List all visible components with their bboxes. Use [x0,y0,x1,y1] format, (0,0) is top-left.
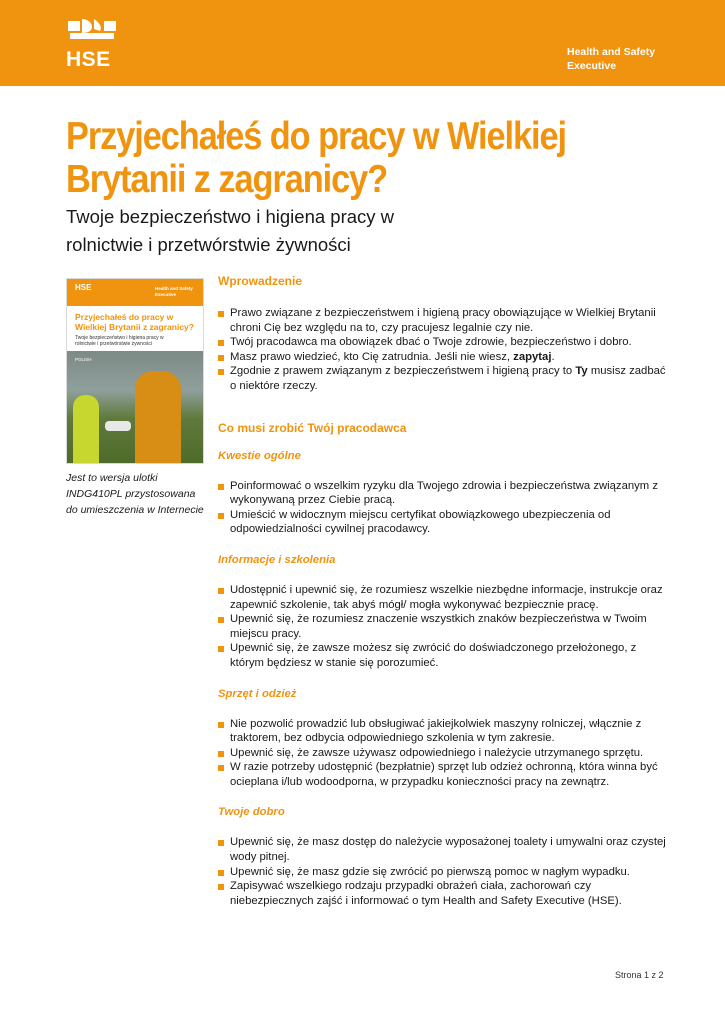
section-list [218,717,666,790]
section-heading: Sprzęt i odzież [218,687,297,700]
list-item: Prawo związane z bezpieczeństwem i higieną pracy obowiązujące w Wielkiej Brytanii chroni Cię bez względu na to, czy pracujesz legalnie czy nie. [218,306,666,335]
page-title: Przyjechałeś do pracy w Wielkiej Brytanii z zagranicy? [66,115,567,201]
list-item: Poinformować o wszelkim ryzyku dla Twojego zdrowia i bezpieczeństwa związanym z wykonywaną przez Ciebie pracą. [218,479,666,508]
section-heading: Kwestie ogólne [218,449,301,462]
list-item: Upewnić się, że zawsze możesz się zwrócić do doświadczonego przełożonego, z którym będziesz w stanie się porozumieć. [218,641,666,670]
thumbnail-language: POLISH [75,357,92,362]
section-list [218,583,666,671]
leaflet-cover-thumbnail [66,278,204,464]
list-item: Udostępnić i upewnić się, że rozumiesz wszelkie niezbędne informacje, instrukcje oraz zapewnić szkolenie, tak abyś mógł/ mogła wykonywać bezpiecznie pracę. [218,583,666,612]
thumbnail-worker-left [73,395,99,463]
list-item: Zgodnie z prawem związanym z bezpieczeństwem i higieną pracy to Ty musisz zadbać o niektóre rzeczy. [218,364,666,393]
list-item: Nie pozwolić prowadzić lub obsługiwać jakiejkolwiek maszyny rolniczej, włącznie z traktorem, bez odbycia odpowiedniego szkolenia w tym zakresie. [218,717,666,746]
thumbnail-logo: HSE [75,283,92,292]
list-item: W razie potrzeby udostępnić (bezpłatnie) sprzęt lub odzież ochronną, która winna być ocieplana i/lub wodoodporna, w przypadku konieczności pracy na zewnątrz. [218,760,666,789]
hse-logo-text: HSE [66,48,111,71]
thumbnail-worker-right [135,371,181,463]
list-item: Umieścić w widocznym miejscu certyfikat obowiązkowego ubezpieczenia od odpowiedzialności cywilnej pracodawcy. [218,508,666,537]
page-number: Strona 1 z 2 [615,970,664,980]
list-item: Masz prawo wiedzieć, kto Cię zatrudnia. Jeśli nie wiesz, zapytaj. [218,350,666,365]
thumbnail-org: Health and Safety Executive [155,286,193,297]
page-subtitle: Twoje bezpieczeństwo i higiena pracy w rolnictwie i przetwórstwie żywności [66,206,395,255]
list-item: Upewnić się, że zawsze używasz odpowiedniego i należycie utrzymanego sprzętu. [218,746,666,761]
list-item: Zapisywać wszelkiego rodzaju przypadki obrażeń ciała, zachorowań czy niebezpiecznych zajść i informować o tym Health and Safety Executive (HSE). [218,879,666,908]
section-list [218,479,666,537]
thumbnail-caption: Jest to wersja ulotki INDG410PL przystosowana do umieszczenia w Internecie [66,472,204,516]
list-item: Upewnić się, że masz gdzie się zwrócić po pierwszą pomoc w nagłym wypadku. [218,865,666,880]
list-item: Upewnić się, że masz dostęp do należycie wyposażonej toalety i umywalni oraz czystej wody pitnej. [218,835,666,864]
thumbnail-title: Przyjechałeś do pracy w Wielkiej Brytanii z zagranicy? [75,312,194,332]
section-heading: Informacje i szkolenia [218,553,336,566]
employer-heading: Co musi zrobić Twój pracodawca [218,420,407,435]
organization-name: Health and Safety Executive [567,46,656,72]
intro-list [218,306,666,394]
list-item: Twój pracodawca ma obowiązek dbać o Twoje zdrowie, bezpieczeństwo i dobro. [218,335,666,350]
thumbnail-subtitle: Twoje bezpieczeństwo i higiena pracy w rolnictwie i przetwórstwie żywności [75,335,164,347]
section-list [218,835,666,908]
thumbnail-car [105,421,131,431]
header-band [0,0,725,86]
list-item: Upewnić się, że rozumiesz znaczenie wszystkich znaków bezpieczeństwa w Twoim miejscu pracy. [218,612,666,641]
main-content [218,274,666,908]
section-heading: Twoje dobro [218,806,285,819]
intro-heading: Wprowadzenie [218,274,303,288]
